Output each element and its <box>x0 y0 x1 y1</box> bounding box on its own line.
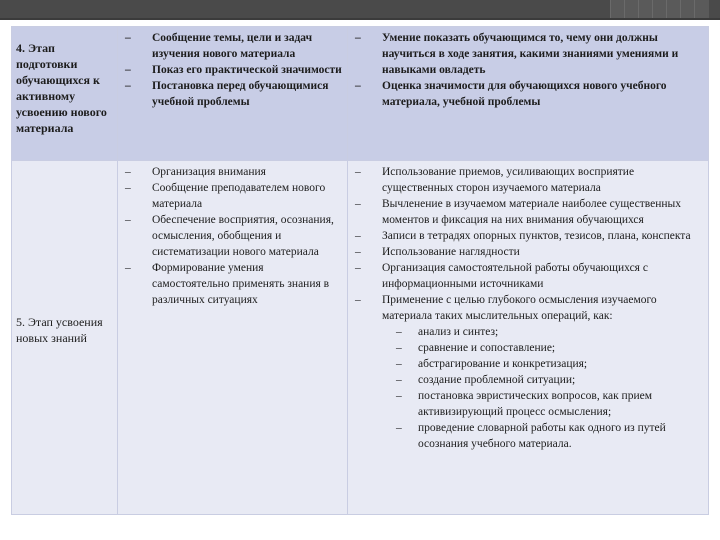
list-item: – Постановка перед обучающимися учебной проблемы <box>122 78 343 110</box>
list-item: – Обеспечение восприятия, осознания, осмысления, обобщения и систематизации нового материала <box>122 212 343 260</box>
sub-list-item: – абстрагирование и конкретизация; <box>382 356 704 372</box>
slide-header-bar <box>0 0 720 20</box>
header-decoration-square <box>652 0 667 20</box>
lesson-stages-table <box>11 26 709 515</box>
list-item: – Вычленение в изучаемом материале наиболее существенных моментов и фиксация на них внимания обучающихся <box>352 196 704 228</box>
stage-cell <box>12 27 118 161</box>
list-item: – Сообщение темы, цели и задач изучения нового материала <box>122 30 343 62</box>
table-row <box>12 27 709 161</box>
sub-list-item: – создание проблемной ситуации; <box>382 372 704 388</box>
conditions-list <box>352 30 704 110</box>
header-accent-line <box>0 18 720 20</box>
header-decoration-square <box>610 0 625 20</box>
content-cell <box>118 161 348 515</box>
stage-title: 5. Этап усвоения новых знаний <box>16 315 103 345</box>
list-item: – Сообщение преподавателем нового материала <box>122 180 343 212</box>
conditions-cell <box>348 161 709 515</box>
header-decoration-square <box>638 0 653 20</box>
stage-title: 4. Этап подготовки обучающихся к активному усвоению нового материала <box>16 41 107 135</box>
conditions-cell <box>348 27 709 161</box>
list-item: – Записи в тетрадях опорных пунктов, тезисов, плана, конспекта <box>352 228 704 244</box>
list-item: – Использование наглядности <box>352 244 704 260</box>
table-row <box>12 161 709 515</box>
list-item: – Оценка значимости для обучающихся нового учебного материала, учебной проблемы <box>352 78 704 110</box>
stage-cell <box>12 161 118 515</box>
content-list <box>122 30 343 110</box>
sub-list-item: – анализ и синтез; <box>382 324 704 340</box>
sub-list <box>382 324 704 452</box>
header-decoration-square <box>624 0 639 20</box>
header-decoration-square <box>666 0 681 20</box>
header-decoration-square <box>680 0 695 20</box>
content-list <box>122 164 343 308</box>
list-item-text: Применение с целью глубокого осмысления изучаемого материала таких мыслительных операций, как: <box>382 294 657 322</box>
list-item: – Организация внимания <box>122 164 343 180</box>
list-item <box>352 292 704 452</box>
list-item: – Умение показать обучающимся то, чему они должны научиться в ходе занятия, какими знаниями умениями и навыками овладеть <box>352 30 704 78</box>
sub-list-item: – сравнение и сопоставление; <box>382 340 704 356</box>
conditions-list <box>352 164 704 452</box>
list-item: – Формирование умения самостоятельно применять знания в различных ситуациях <box>122 260 343 308</box>
header-decoration-square <box>694 0 709 20</box>
list-item: – Использование приемов, усиливающих восприятие существенных сторон изучаемого материала <box>352 164 704 196</box>
sub-list-item: – постановка эвристических вопросов, как прием активизирующий процесс осмысления; <box>382 388 704 420</box>
content-cell <box>118 27 348 161</box>
list-item: – Показ его практической значимости <box>122 62 343 78</box>
list-item: – Организация самостоятельной работы обучающихся с информационными источниками <box>352 260 704 292</box>
sub-list-item: – проведение словарной работы как одного из путей осознания учебного материала. <box>382 420 704 452</box>
